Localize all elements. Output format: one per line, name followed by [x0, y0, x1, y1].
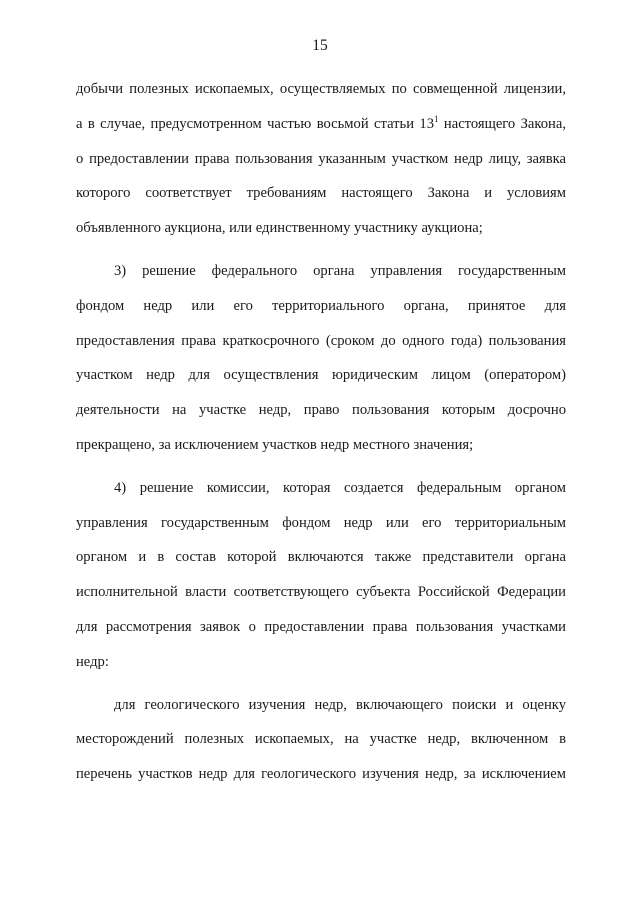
superscript: 1: [434, 113, 439, 124]
paragraph-gap: [76, 246, 566, 254]
text-line: исполнительной власти соответствующего субъекта Российской Федерации: [76, 584, 566, 601]
text-line: добычи полезных ископаемых, осуществляемых по совмещенной лицензии,: [76, 81, 566, 97]
text-line: участком недр для осуществления юридическим лицом (оператором): [76, 367, 566, 384]
text-line: для рассмотрения заявок о предоставлении права пользования участками: [76, 618, 566, 635]
text-line: месторождений полезных ископаемых, на участке недр, включенном в: [76, 731, 566, 748]
text-line: прекращено, за исключением участков недр местного значения;: [76, 436, 474, 453]
text-line: перечень участков недр для геологического изучения недр, за исключением: [76, 766, 566, 783]
text-line: 4) решение комиссии, которая создается федеральным органом: [114, 479, 566, 496]
text-line: предоставления права краткосрочного (сроком до одного года) пользования: [76, 332, 566, 349]
body-text: [76, 72, 566, 792]
text-line: которого соответствует требованиям настоящего Закона и условиям: [76, 185, 566, 202]
text-line: фондом недр или его территориального органа, принятое для: [76, 297, 566, 314]
text-line: 3) решение федерального органа управления государственным: [114, 262, 566, 279]
paragraph-item-3: [76, 254, 566, 463]
text-line: о предоставлении права пользования указанным участком недр лицу, заявка: [76, 150, 566, 167]
page-number: 15: [312, 37, 328, 54]
paragraph-geology: [76, 688, 566, 792]
text-line: органом и в состав которой включаются также представители органа: [76, 549, 566, 566]
text-line: объявленного аукциона, или единственному участнику аукциона;: [76, 220, 483, 237]
paragraph-gap: [76, 463, 566, 471]
text-line: для геологического изучения недр, включающего поиски и оценку: [114, 696, 566, 713]
text-line: [76, 107, 566, 142]
text-span: а в случае, предусмотренном частью восьмой статьи 13: [76, 115, 435, 132]
text-line: управления государственным фондом недр или его территориальным: [76, 514, 566, 531]
text-line: деятельности на участке недр, право пользования которым досрочно: [76, 402, 566, 419]
paragraph-gap: [76, 680, 566, 688]
paragraph-item-4: [76, 471, 566, 680]
text-span: настоящего Закона,: [438, 115, 566, 132]
text-line: недр:: [76, 653, 109, 670]
paragraph-continuation: [76, 72, 566, 246]
